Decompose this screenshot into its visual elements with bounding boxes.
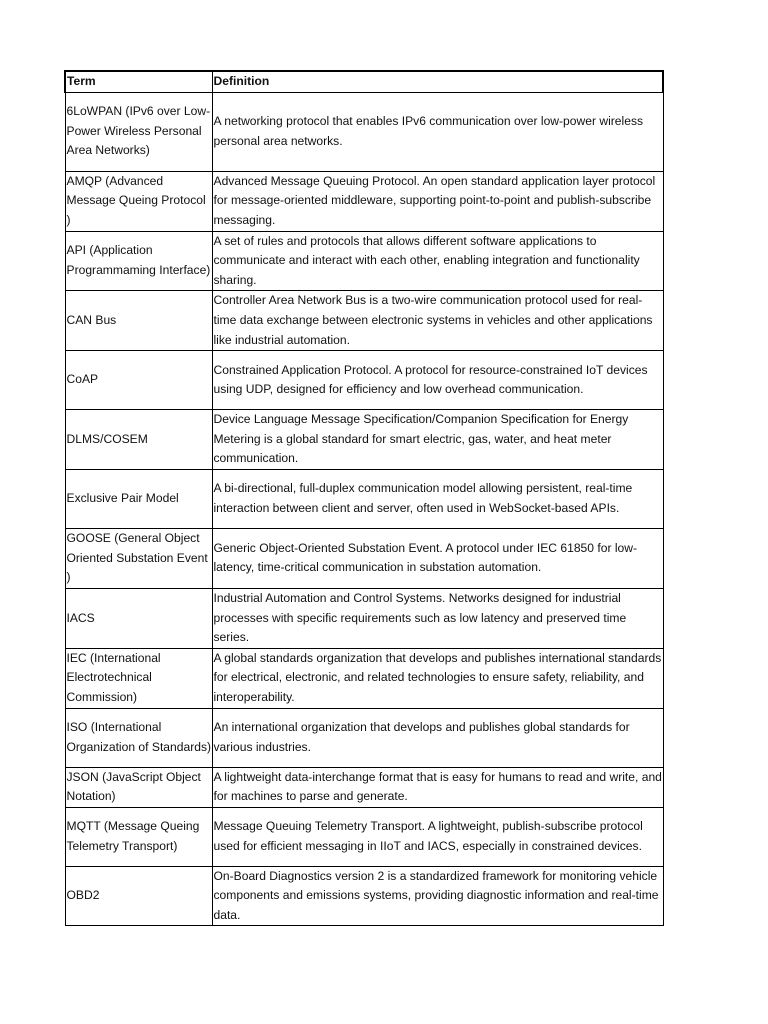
term-cell: ISO (International Organization of Standards) bbox=[65, 708, 212, 767]
definition-cell: A bi-directional, full-duplex communication model allowing persistent, real-time interaction between client and server, often used in WebSocket-based APIs. bbox=[212, 469, 663, 528]
table-row bbox=[65, 807, 663, 866]
term-cell: AMQP (Advanced Message Queing Protocol ) bbox=[65, 171, 212, 231]
term-cell: IEC (International Electrotechnical Commission) bbox=[65, 648, 212, 708]
term-column-header: Term bbox=[65, 71, 212, 92]
term-cell: MQTT (Message Queing Telemetry Transport) bbox=[65, 807, 212, 866]
table-header-row bbox=[65, 71, 663, 92]
definition-cell: A lightweight data-interchange format that is easy for humans to read and write, and for machines to parse and generate. bbox=[212, 767, 663, 807]
term-cell: DLMS/COSEM bbox=[65, 410, 212, 470]
table-row bbox=[65, 171, 663, 231]
term-cell: CoAP bbox=[65, 351, 212, 410]
definition-cell: An international organization that develops and publishes global standards for various industries. bbox=[212, 708, 663, 767]
table-row bbox=[65, 528, 663, 588]
table-row bbox=[65, 351, 663, 410]
term-cell: CAN Bus bbox=[65, 291, 212, 351]
definition-cell: On-Board Diagnostics version 2 is a standardized framework for monitoring vehicle components and emissions systems, providing diagnostic information and real-time data. bbox=[212, 866, 663, 926]
definition-cell: Constrained Application Protocol. A protocol for resource-constrained IoT devices using UDP, designed for efficiency and low overhead communication. bbox=[212, 351, 663, 410]
glossary-table bbox=[64, 70, 664, 926]
table-row bbox=[65, 866, 663, 926]
definition-cell: Controller Area Network Bus is a two-wire communication protocol used for real-time data exchange between electronic systems in vehicles and other applications like industrial automation. bbox=[212, 291, 663, 351]
table-row bbox=[65, 767, 663, 807]
table-row bbox=[65, 291, 663, 351]
table-row bbox=[65, 231, 663, 291]
definition-cell: Generic Object-Oriented Substation Event. A protocol under IEC 61850 for low-latency, time-critical communication in substation automation. bbox=[212, 528, 663, 588]
definition-cell: A set of rules and protocols that allows different software applications to communicate and interact with each other, enabling integration and functionality sharing. bbox=[212, 231, 663, 291]
definition-cell: Advanced Message Queuing Protocol. An open standard application layer protocol for message-oriented middleware, supporting point-to-point and publish-subscribe messaging. bbox=[212, 171, 663, 231]
term-cell: 6LoWPAN (IPv6 over Low-Power Wireless Personal Area Networks) bbox=[65, 92, 212, 171]
term-cell: Exclusive Pair Model bbox=[65, 469, 212, 528]
term-cell: JSON (JavaScript Object Notation) bbox=[65, 767, 212, 807]
table-row bbox=[65, 648, 663, 708]
table-row bbox=[65, 588, 663, 648]
table-row bbox=[65, 469, 663, 528]
definition-column-header: Definition bbox=[212, 71, 663, 92]
definition-cell: Industrial Automation and Control Systems. Networks designed for industrial processes with specific requirements such as low latency and preserved time series. bbox=[212, 588, 663, 648]
definition-cell: Message Queuing Telemetry Transport. A lightweight, publish-subscribe protocol used for efficient messaging in IIoT and IACS, especially in constrained devices. bbox=[212, 807, 663, 866]
definition-cell: A global standards organization that develops and publishes international standards for electrical, electronic, and related technologies to ensure safety, reliability, and interoperability. bbox=[212, 648, 663, 708]
table-row bbox=[65, 410, 663, 470]
term-cell: GOOSE (General Object Oriented Substation Event ) bbox=[65, 528, 212, 588]
term-cell: IACS bbox=[65, 588, 212, 648]
table-row bbox=[65, 92, 663, 171]
definition-cell: A networking protocol that enables IPv6 communication over low-power wireless personal area networks. bbox=[212, 92, 663, 171]
table-row bbox=[65, 708, 663, 767]
definition-cell: Device Language Message Specification/Companion Specification for Energy Metering is a global standard for smart electric, gas, water, and heat meter communication. bbox=[212, 410, 663, 470]
term-cell: OBD2 bbox=[65, 866, 212, 926]
term-cell: API (Application Programmaming Interface) bbox=[65, 231, 212, 291]
